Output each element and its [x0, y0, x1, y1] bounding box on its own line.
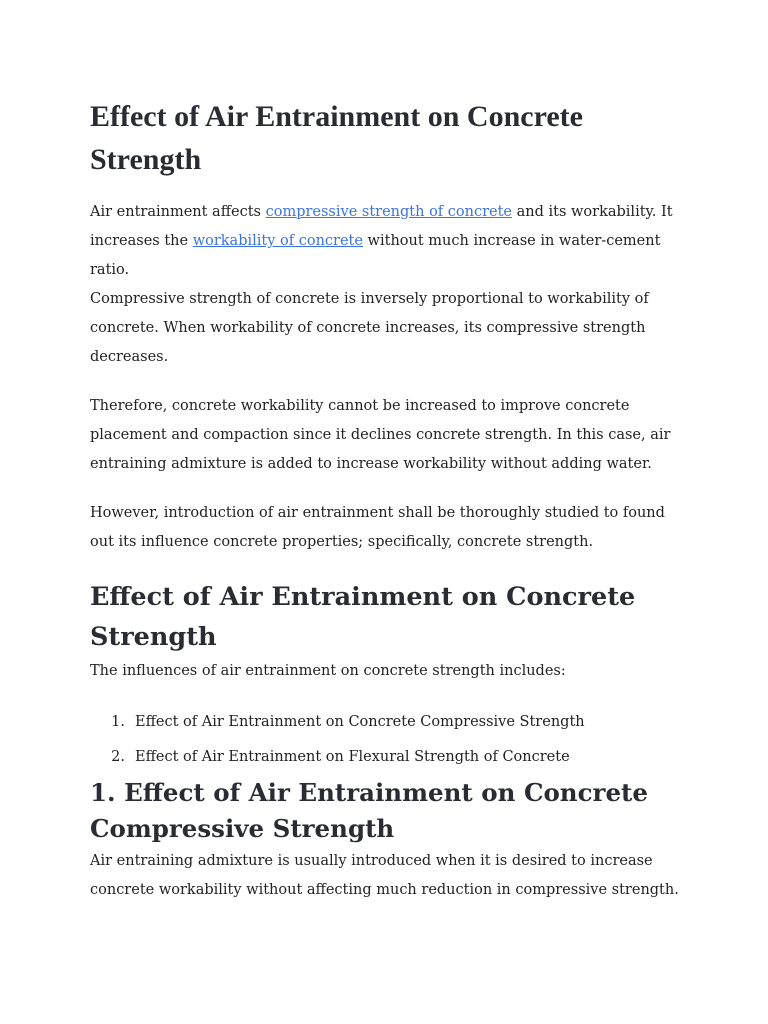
influences-lead: The influences of air entrainment on concrete strength includes:	[90, 663, 566, 679]
list-item	[90, 740, 680, 775]
list-item-label: Effect of Air Entrainment on Concrete Compressive Strength	[135, 714, 585, 730]
intro-text-1: Air entrainment affects	[90, 204, 266, 220]
compressive-strength-link[interactable]: compressive strength of concrete	[265, 204, 513, 220]
workability-link[interactable]: workability of concrete	[192, 233, 363, 249]
list-item-number: 2.	[111, 749, 125, 765]
intro-text-3: without much increase in water-cement ratio.	[90, 233, 661, 278]
paragraph-compressive: Air entraining admixture is usually introduced when it is desired to increase concrete workability without affecting much reduction in compressive strength.	[90, 853, 679, 898]
section-heading-compressive: 1. Effect of Air Entrainment on Concrete Compressive Strength	[90, 778, 648, 843]
paragraph-therefore: Therefore, concrete workability cannot be increased to improve concrete placement and compaction since it declines concrete strength. In this case, air entraining admixture is added to increase workability without adding water.	[90, 398, 671, 472]
list-item-label: Effect of Air Entrainment on Flexural Strength of Concrete	[135, 749, 570, 765]
article	[90, 95, 680, 905]
list-item-number: 1.	[111, 714, 125, 730]
paragraph-however: However, introduction of air entrainment shall be thoroughly studied to found out its influence concrete properties; specifically, concrete strength.	[90, 505, 665, 550]
influences-list	[90, 705, 680, 775]
section-heading-influences: Effect of Air Entrainment on Concrete Strength	[90, 582, 636, 652]
paragraph-inverse-proportion: Compressive strength of concrete is inversely proportional to workability of concrete. When workability of concrete increases, its compressive strength decreases.	[90, 291, 649, 365]
list-item	[90, 705, 680, 740]
page-title: Effect of Air Entrainment on Concrete Strength	[90, 100, 583, 176]
intro-text-2: and its workability. It increases the	[90, 204, 673, 249]
intro-paragraph	[90, 198, 680, 285]
